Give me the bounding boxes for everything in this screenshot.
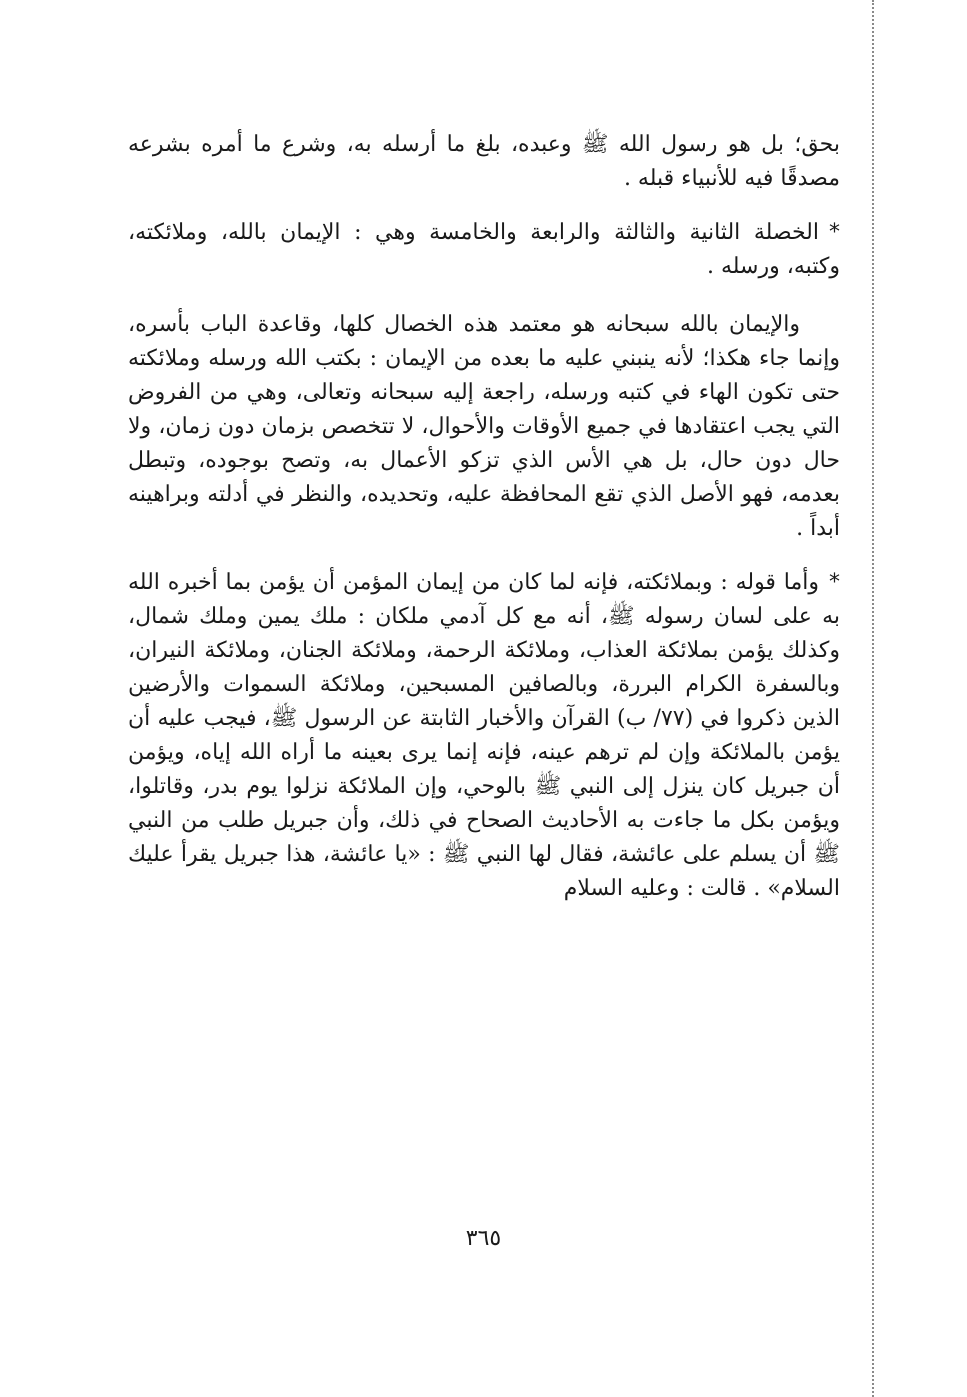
paragraph-2-star-marker: * <box>829 220 840 245</box>
paragraph-4-star-marker: * <box>829 570 840 595</box>
paragraph-4-text: وأما قوله : وبملائكته، فإنه لما كان من إيمان المؤمن أن يؤمن بما أخبره الله به على لسان رسوله ﷺ، أنه مع كل آدمي ملكان : ملك يمين وملك شمال، وكذلك يؤمن بملائكة العذاب، وملائكة الرحمة، وملائكة الجنان، وملائكة النيران، وبالسفرة الكرام البررة، وبالصافين المسبحين، وملائكة السموات والأرضين الذين ذكروا في (٧٧/ ب) القرآن والأخبار الثابتة عن الرسول ﷺ، فيجب عليه أن يؤمن بالملائكة وإن لم ترهم عينه، فإنه إنما يرى بعينه ما أراه الله إياه، ويؤمن أن جبريل كان ينزل إلى النبي ﷺ بالوحي، وإن الملائكة نزلوا يوم بدر، وقاتلوا، ويؤمن بكل ما جاءت به الأحاديث الصحاح في ذلك، وأن جبريل طلب من النبي ﷺ أن يسلم على عائشة، فقال لها النبي ﷺ : «يا عائشة، هذا جبريل يقرأ عليك السلام» . قالت : وعليه السلام <box>128 570 841 901</box>
paragraph-3-text: والإيمان بالله سبحانه هو معتمد هذه الخصال كلها، وقاعدة الباب بأسره، وإنما جاء هكذا؛ لأنه ينبني عليه ما بعده من الإيمان : بكتب الله ورسله وملائكته حتى تكون الهاء في كتبه ورسله، راجعة إليه سبحانه وتعالى، وهي من الفروض التي يجب اعتقادها في جميع الأوقات والأحوال، لا تتخصص بزمان دون زمان، ولا حال دون حال، بل هي الأس الذي تزكو الأعمال به، وتصح بوجوده، وتبطل بعدمه، فهو الأصل الذي تقع المحافظة عليه، وتحديده، والنظر في أدلته وبراهينه أبداً . <box>128 312 840 541</box>
paragraph-2 <box>128 216 840 284</box>
paragraph-4 <box>128 566 840 906</box>
body-text <box>128 128 840 906</box>
binding-margin-line <box>872 0 874 1397</box>
paragraph-2-text: الخصلة الثانية والثالثة والرابعة والخامسة وهي : الإيمان بالله، وملائكته، وكتبه، ورسله . <box>128 220 840 279</box>
paragraph-3 <box>128 308 840 546</box>
paragraph-1-text: بحق؛ بل هو رسول الله ﷺ وعبده، بلغ ما أرسله به، وشرع ما أمره بشرعه مصدقًا فيه للأنبياء قبله . <box>128 132 841 191</box>
paragraph-1 <box>128 128 840 196</box>
page-number: ٣٦٥ <box>465 1226 502 1251</box>
